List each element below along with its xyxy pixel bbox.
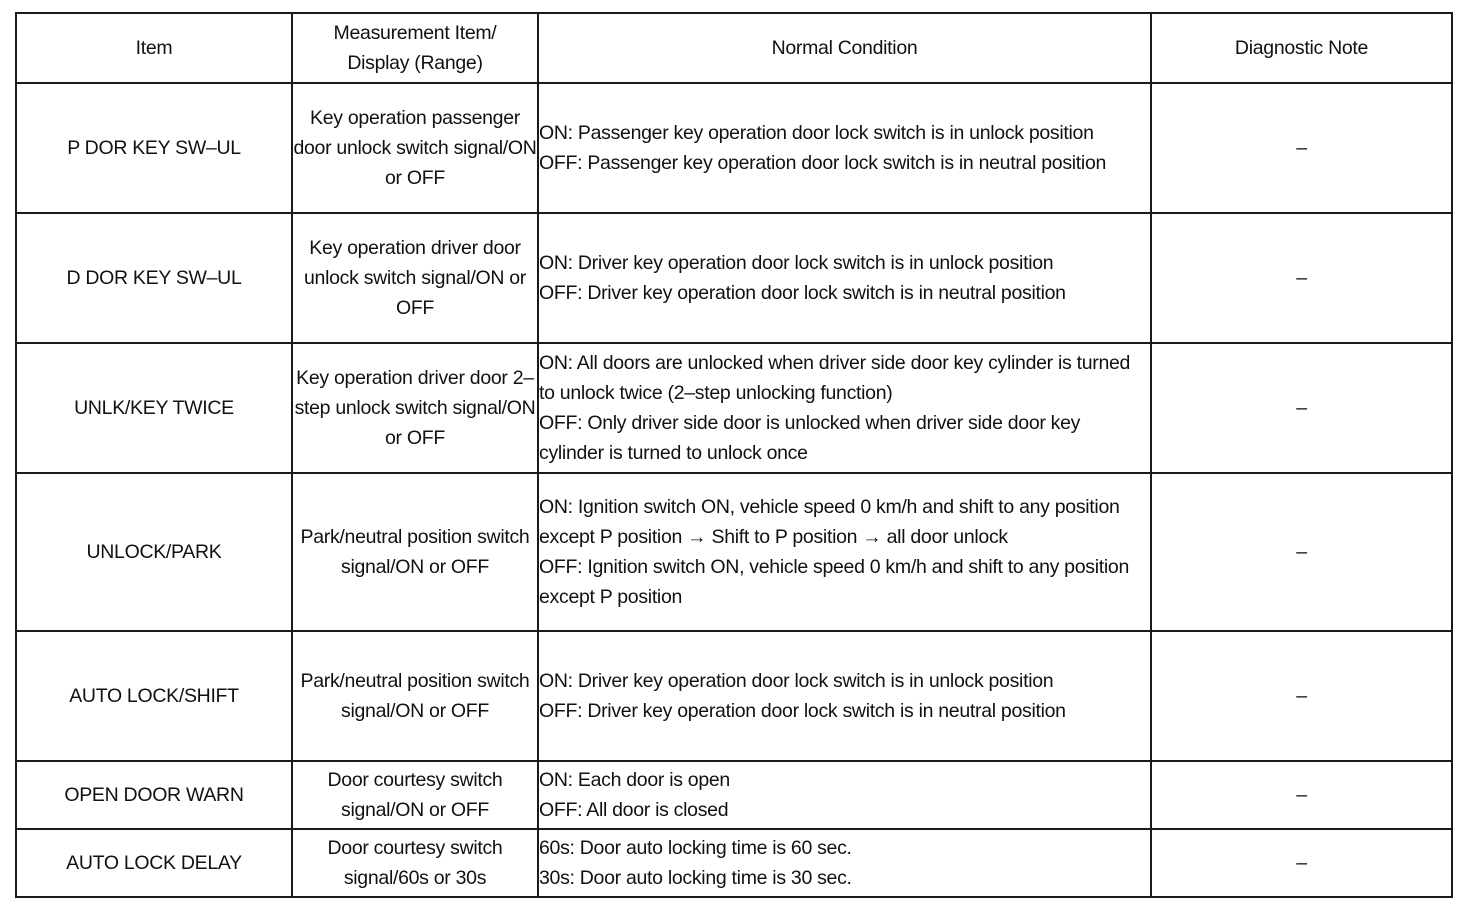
condition-on: 60s: Door auto locking time is 60 sec. bbox=[539, 837, 852, 859]
table-row bbox=[16, 213, 1452, 343]
header-measurement: Measurement Item/ Display (Range) bbox=[292, 13, 538, 83]
condition-off: OFF: Driver key operation door lock switch is in neutral position bbox=[539, 282, 1066, 304]
condition-off: OFF: Ignition switch ON, vehicle speed 0 km/h and shift to any position except P position bbox=[539, 556, 1129, 608]
diagnostic-note-cell: – bbox=[1151, 829, 1452, 897]
table-row bbox=[16, 761, 1452, 829]
item-cell: D DOR KEY SW–UL bbox=[16, 213, 292, 343]
item-cell: AUTO LOCK/SHIFT bbox=[16, 631, 292, 761]
measurement-cell: Park/neutral position switch signal/ON or OFF bbox=[292, 631, 538, 761]
diagnostic-note-cell: – bbox=[1151, 761, 1452, 829]
measurement-cell: Door courtesy switch signal/ON or OFF bbox=[292, 761, 538, 829]
measurement-cell: Key operation driver door unlock switch signal/ON or OFF bbox=[292, 213, 538, 343]
condition-off: OFF: Passenger key operation door lock switch is in neutral position bbox=[539, 152, 1107, 174]
diagnostic-note-cell: – bbox=[1151, 83, 1452, 213]
table-row bbox=[16, 829, 1452, 897]
item-cell: UNLOCK/PARK bbox=[16, 473, 292, 631]
condition-off: 30s: Door auto locking time is 30 sec. bbox=[539, 867, 852, 889]
header-row bbox=[16, 13, 1452, 83]
table-row bbox=[16, 83, 1452, 213]
normal-condition-cell bbox=[538, 761, 1151, 829]
measurement-cell: Key operation driver door 2–step unlock switch signal/ON or OFF bbox=[292, 343, 538, 473]
normal-condition-cell bbox=[538, 213, 1151, 343]
item-cell: AUTO LOCK DELAY bbox=[16, 829, 292, 897]
normal-condition-cell bbox=[538, 343, 1151, 473]
header-item: Item bbox=[16, 13, 292, 83]
condition-on: ON: Driver key operation door lock switch is in unlock position bbox=[539, 252, 1054, 274]
diagnostic-note-cell: – bbox=[1151, 213, 1452, 343]
condition-on: ON: Each door is open bbox=[539, 769, 730, 791]
normal-condition-cell bbox=[538, 829, 1151, 897]
measurement-cell: Key operation passenger door unlock switch signal/ON or OFF bbox=[292, 83, 538, 213]
condition-off: OFF: Driver key operation door lock switch is in neutral position bbox=[539, 700, 1066, 722]
diagnostic-note-cell: – bbox=[1151, 343, 1452, 473]
normal-condition-cell bbox=[538, 473, 1151, 631]
header-diagnostic-note: Diagnostic Note bbox=[1151, 13, 1452, 83]
condition-off: OFF: Only driver side door is unlocked when driver side door key cylinder is turned to unlock once bbox=[539, 412, 1081, 464]
condition-on: ON: Passenger key operation door lock switch is in unlock position bbox=[539, 122, 1094, 144]
condition-on: ON: All doors are unlocked when driver side door key cylinder is turned to unlock twice (2–step unlocking function) bbox=[539, 352, 1131, 404]
normal-condition-cell bbox=[538, 631, 1151, 761]
table-body bbox=[16, 83, 1452, 897]
condition-on: ON: Ignition switch ON, vehicle speed 0 km/h and shift to any position except P position → Shift to P position → all door unlock bbox=[539, 496, 1120, 548]
item-cell: UNLK/KEY TWICE bbox=[16, 343, 292, 473]
table-header bbox=[16, 13, 1452, 83]
item-cell: P DOR KEY SW–UL bbox=[16, 83, 292, 213]
table-row bbox=[16, 343, 1452, 473]
diagnostic-data-table bbox=[15, 12, 1453, 898]
header-normal-condition: Normal Condition bbox=[538, 13, 1151, 83]
diagnostic-note-cell: – bbox=[1151, 631, 1452, 761]
table-row bbox=[16, 473, 1452, 631]
item-cell: OPEN DOOR WARN bbox=[16, 761, 292, 829]
measurement-cell: Door courtesy switch signal/60s or 30s bbox=[292, 829, 538, 897]
diagnostic-note-cell: – bbox=[1151, 473, 1452, 631]
condition-off: OFF: All door is closed bbox=[539, 799, 729, 821]
normal-condition-cell bbox=[538, 83, 1151, 213]
table-row bbox=[16, 631, 1452, 761]
measurement-cell: Park/neutral position switch signal/ON or OFF bbox=[292, 473, 538, 631]
condition-on: ON: Driver key operation door lock switch is in unlock position bbox=[539, 670, 1054, 692]
